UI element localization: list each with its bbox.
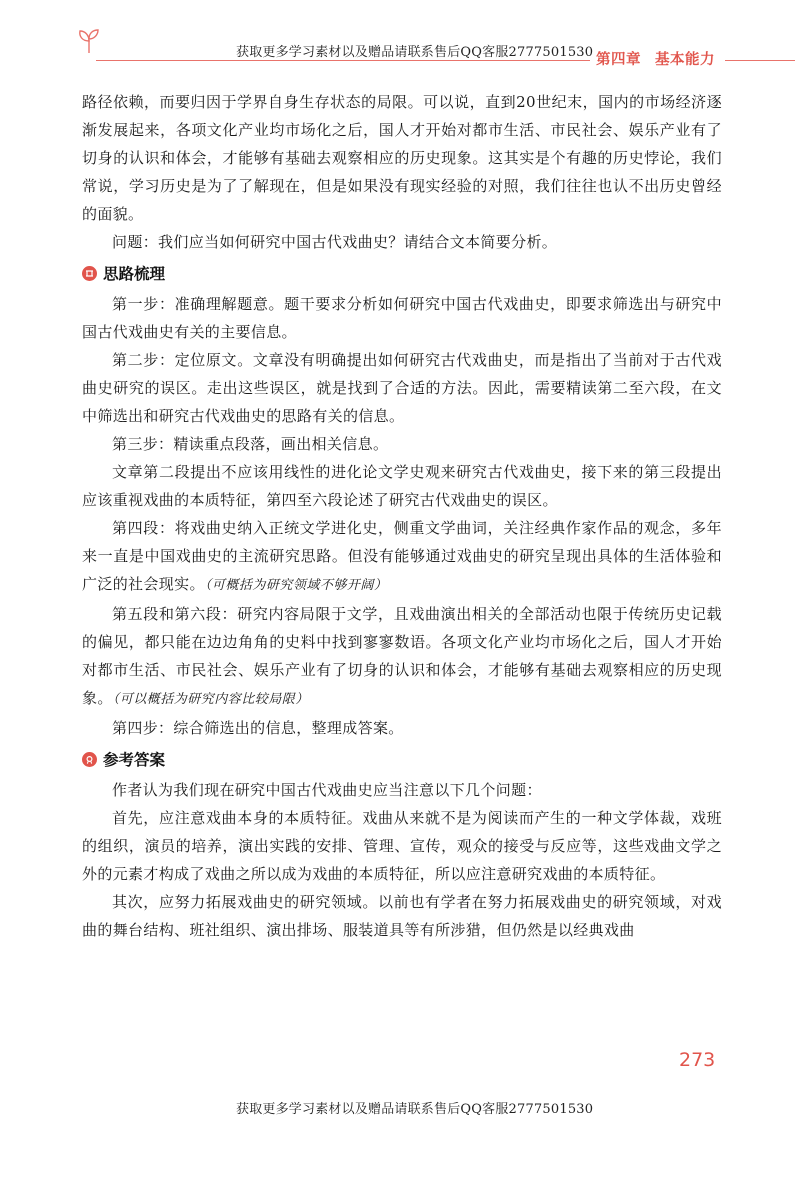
paragraph-four-analysis xyxy=(82,514,722,600)
body-paragraph: 路径依赖，而要归因于学界自身生存状态的局限。可以说，直到20世纪末，国内的市场经济逐渐发展起来，各项文化产业均市场化之后，国人才开始对都市生活、市民社会、娱乐产业有了切身的认识和体会，才能够有基础去观察相应的历史现象。这其实是个有趣的历史悖论，我们常说，学习历史是为了了解现在，但是如果没有现实经验的对照，我们往往也认不出历史曾经的面貌。 xyxy=(82,93,722,223)
sprout-icon xyxy=(78,28,100,54)
chapter-heading xyxy=(596,48,715,69)
section-title-answer: 参考答案 xyxy=(103,751,166,769)
answer-first: 首先，应注意戏曲本身的本质特征。戏曲从来就不是为阅读而产生的一种文学体裁，戏班的组织，演员的培养，演出实践的安排、管理、宣传，观众的接受与反应等，这些戏曲文学之外的元素才构成了戏曲之所以成为戏曲的本质特征，所以应注意研究戏曲的本质特征。 xyxy=(82,809,722,883)
chapter-title: 基本能力 xyxy=(655,52,715,68)
header-note: 获取更多学习素材以及赠品请联系售后QQ客服2777501530 xyxy=(236,45,594,60)
answer-intro: 作者认为我们现在研究中国古代戏曲史应当注意以下几个问题： xyxy=(112,781,542,799)
analysis-paragraph: 文章第二段提出不应该用线性的进化论文学史观来研究古代戏曲史，接下来的第三段提出应该重视戏曲的本质特征，第四至六段论述了研究古代戏曲史的误区。 xyxy=(82,463,722,509)
answer-badge-icon xyxy=(82,752,97,767)
paragraph-five-six-analysis xyxy=(82,600,722,714)
section-answer xyxy=(82,744,722,774)
step-four: 第四步：综合筛选出的信息，整理成答案。 xyxy=(112,719,404,737)
section-title-thinking: 思路梳理 xyxy=(103,265,166,283)
paragraph-five-six-text: 第五段和第六段：研究内容局限于文学，且戏曲演出相关的全部活动也限于传统历史记载的偏见，都只能在边边角角的史料中找到寥寥数语。各项文化产业均市场化之后，国人才开始对都市生活、市民社会、娱乐产业有了切身的认识和体会，才能够有基础去观察相应的历史现象。 xyxy=(82,605,722,707)
question-text: 问题：我们应当如何研究中国古代戏曲史？请结合文本简要分析。 xyxy=(112,233,558,251)
step-two: 第二步：定位原文。文章没有明确提出如何研究古代戏曲史，而是指出了当前对于古代戏曲史研究的误区。走出这些误区，就是找到了合适的方法。因此，需要精读第二至六段，在文中筛选出和研究古代戏曲史的思路有关的信息。 xyxy=(82,351,722,425)
page-header xyxy=(0,0,800,72)
answer-second: 其次，应努力拓展戏曲史的研究领域。以前也有学者在努力拓展戏曲史的研究领域，对戏曲的舞台结构、班社组织、演出排场、服装道具等有所涉猎，但仍然是以经典戏曲 xyxy=(82,893,722,939)
page-number: 273 xyxy=(679,1049,716,1071)
thinking-badge-icon xyxy=(82,266,97,281)
chapter-label: 第四章 xyxy=(596,52,641,68)
handwritten-note: （可概括为研究领域不够开阔） xyxy=(204,578,388,593)
step-one: 第一步：准确理解题意。题干要求分析如何研究中国古代戏曲史，即要求筛选出与研究中国古代戏曲史有关的主要信息。 xyxy=(82,295,722,341)
page-content xyxy=(82,88,722,944)
handwritten-note: （可以概括为研究内容比较局限） xyxy=(112,692,309,707)
header-rule-right xyxy=(725,60,795,61)
paragraph-four-text: 第四段：将戏曲史纳入正统文学进化史，侧重文学曲词，关注经典作家作品的观念，多年来一直是中国戏曲史的主流研究思路。但没有能够通过戏曲史的研究呈现出具体的生活体验和广泛的社会现实。 xyxy=(82,519,722,593)
header-rule-left xyxy=(96,60,590,61)
section-thinking xyxy=(82,258,722,288)
step-three: 第三步：精读重点段落，画出相关信息。 xyxy=(112,435,389,453)
footer-note: 获取更多学习素材以及赠品请联系售后QQ客服2777501530 xyxy=(236,1102,594,1117)
